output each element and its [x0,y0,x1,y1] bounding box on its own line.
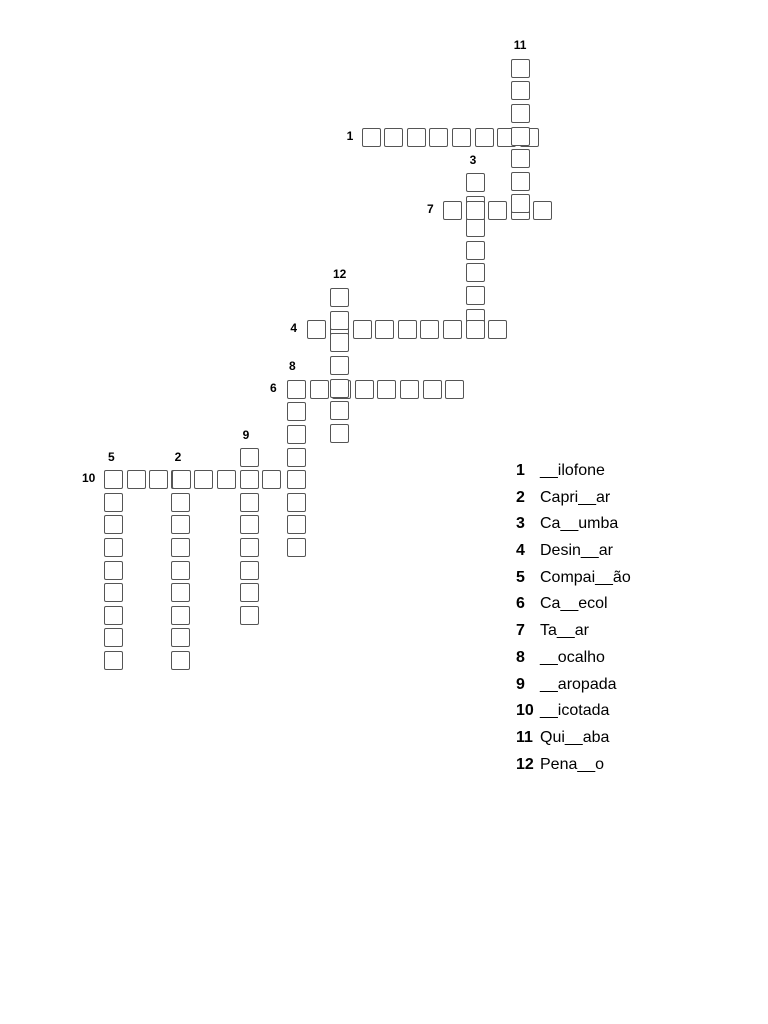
clue-item-number: 4 [516,542,525,560]
crossword-cell[interactable] [104,470,123,489]
clue-number-label: 10 [82,471,96,486]
crossword-cell[interactable] [171,493,190,512]
crossword-cell[interactable] [104,538,123,557]
crossword-cell[interactable] [262,470,281,489]
crossword-cell[interactable] [287,538,306,557]
crossword-cell[interactable] [429,128,448,147]
crossword-cell[interactable] [475,128,494,147]
clue-item [516,593,631,620]
crossword-cell[interactable] [171,561,190,580]
clue-item-number: 2 [516,488,525,506]
crossword-cell[interactable] [407,128,426,147]
crossword-cell[interactable] [423,380,442,399]
clue-item [516,700,631,727]
crossword-cell[interactable] [466,320,485,339]
crossword-cell[interactable] [466,173,485,192]
crossword-cell[interactable] [194,470,213,489]
crossword-cell[interactable] [240,538,259,557]
crossword-cell[interactable] [330,288,349,307]
crossword-cell[interactable] [104,561,123,580]
crossword-cell[interactable] [466,218,485,237]
crossword-cell[interactable] [488,201,507,220]
clue-item-number: 5 [516,568,525,586]
crossword-cell[interactable] [287,380,306,399]
crossword-cell[interactable] [240,448,259,467]
crossword-cell[interactable] [466,241,485,260]
clue-item-text: Ca__ecol [540,595,608,613]
clue-item-text: __ocalho [540,648,605,666]
crossword-cell[interactable] [398,320,417,339]
clue-item [516,487,631,514]
crossword-cell[interactable] [287,493,306,512]
crossword-cell[interactable] [104,628,123,647]
crossword-cell[interactable] [511,194,530,213]
crossword-cell[interactable] [171,606,190,625]
crossword-cell[interactable] [443,320,462,339]
crossword-cell[interactable] [511,149,530,168]
clue-item [516,460,631,487]
crossword-cell[interactable] [149,470,168,489]
crossword-cell[interactable] [511,127,530,146]
clue-item-text: __icotada [540,702,610,720]
crossword-cell[interactable] [375,320,394,339]
clue-list [516,460,631,780]
clue-item [516,567,631,594]
clue-number-label: 7 [427,202,434,217]
crossword-cell[interactable] [240,470,259,489]
crossword-cell[interactable] [287,425,306,444]
crossword-cell[interactable] [127,470,146,489]
crossword-cell[interactable] [443,201,462,220]
crossword-cell[interactable] [511,81,530,100]
clue-item-text: Capri__ar [540,488,611,506]
crossword-cell[interactable] [466,263,485,282]
crossword-cell[interactable] [240,606,259,625]
clue-item-text: Qui__aba [540,728,610,746]
crossword-cell[interactable] [240,515,259,534]
clue-number-label: 11 [513,37,527,52]
clue-item-text: Ca__umba [540,515,619,533]
crossword-cell[interactable] [330,379,349,398]
crossword-cell[interactable] [445,380,464,399]
clue-item [516,727,631,754]
crossword-cell[interactable] [240,561,259,580]
crossword-cell[interactable] [307,320,326,339]
clue-item [516,540,631,567]
crossword-cell[interactable] [452,128,471,147]
crossword-cell[interactable] [400,380,419,399]
crossword-cell[interactable] [511,104,530,123]
clue-item-text: Desin__ar [540,542,613,560]
crossword-cell[interactable] [287,470,306,489]
clue-number-label: 2 [174,450,182,465]
clue-item-number: 9 [516,675,525,693]
crossword-cell[interactable] [330,424,349,443]
crossword-cell[interactable] [355,380,374,399]
crossword-cell[interactable] [420,320,439,339]
crossword-cell[interactable] [353,320,372,339]
crossword-cell[interactable] [287,448,306,467]
clue-item [516,647,631,674]
clue-item [516,754,631,781]
crossword-cell[interactable] [377,380,396,399]
crossword-cell[interactable] [171,515,190,534]
clue-item [516,674,631,701]
clue-number-label: 1 [346,128,354,143]
clue-item-number: 12 [516,755,534,773]
crossword-cell[interactable] [217,470,236,489]
crossword-cell[interactable] [104,606,123,625]
clue-item-number: 10 [516,702,534,720]
crossword-cell[interactable] [104,515,123,534]
clue-item-number: 6 [516,595,525,613]
crossword-cell[interactable] [104,583,123,602]
crossword-cell[interactable] [533,201,552,220]
crossword-cell[interactable] [171,538,190,557]
clue-number-label: 8 [289,358,296,373]
crossword-cell[interactable] [287,402,306,421]
clue-number-label: 4 [290,320,298,335]
clue-number-label: 9 [242,427,250,442]
clue-number-label: 5 [108,450,115,465]
crossword-cell[interactable] [511,59,530,78]
crossword-cell[interactable] [287,515,306,534]
clue-item-number: 3 [516,515,525,533]
crossword-cell[interactable] [171,583,190,602]
crossword-cell[interactable] [330,356,349,375]
crossword-cell[interactable] [384,128,403,147]
crossword-cell[interactable] [172,470,191,489]
clue-item [516,620,631,647]
crossword-cell[interactable] [240,583,259,602]
clue-number-label: 12 [333,267,347,282]
crossword-cell[interactable] [240,493,259,512]
clue-item-number: 8 [516,648,525,666]
clue-item-number: 1 [516,462,525,479]
clue-item-number: 7 [516,622,525,640]
crossword-cell[interactable] [488,320,507,339]
clue-number-label: 6 [270,380,277,395]
crossword-cell[interactable] [330,401,349,420]
crossword-cell[interactable] [104,493,123,512]
clue-item-text: __ilofone [540,462,605,479]
crossword-cell[interactable] [330,333,349,352]
clue-item-number: 11 [516,728,533,746]
clue-number-label: 3 [469,152,477,167]
crossword-cell[interactable] [171,651,190,670]
crossword-cell[interactable] [466,286,485,305]
clue-item-text: Ta__ar [540,622,589,640]
crossword-cell[interactable] [310,380,329,399]
clue-item [516,513,631,540]
crossword-cell[interactable] [511,172,530,191]
clue-item-text: __aropada [540,675,617,693]
clue-item-text: Compai__ão [540,568,631,586]
crossword-cell[interactable] [104,651,123,670]
crossword-cell[interactable] [330,311,349,330]
crossword-cell[interactable] [171,628,190,647]
clue-item-text: Pena__o [540,755,605,773]
crossword-cell[interactable] [466,201,485,220]
crossword-cell[interactable] [362,128,381,147]
